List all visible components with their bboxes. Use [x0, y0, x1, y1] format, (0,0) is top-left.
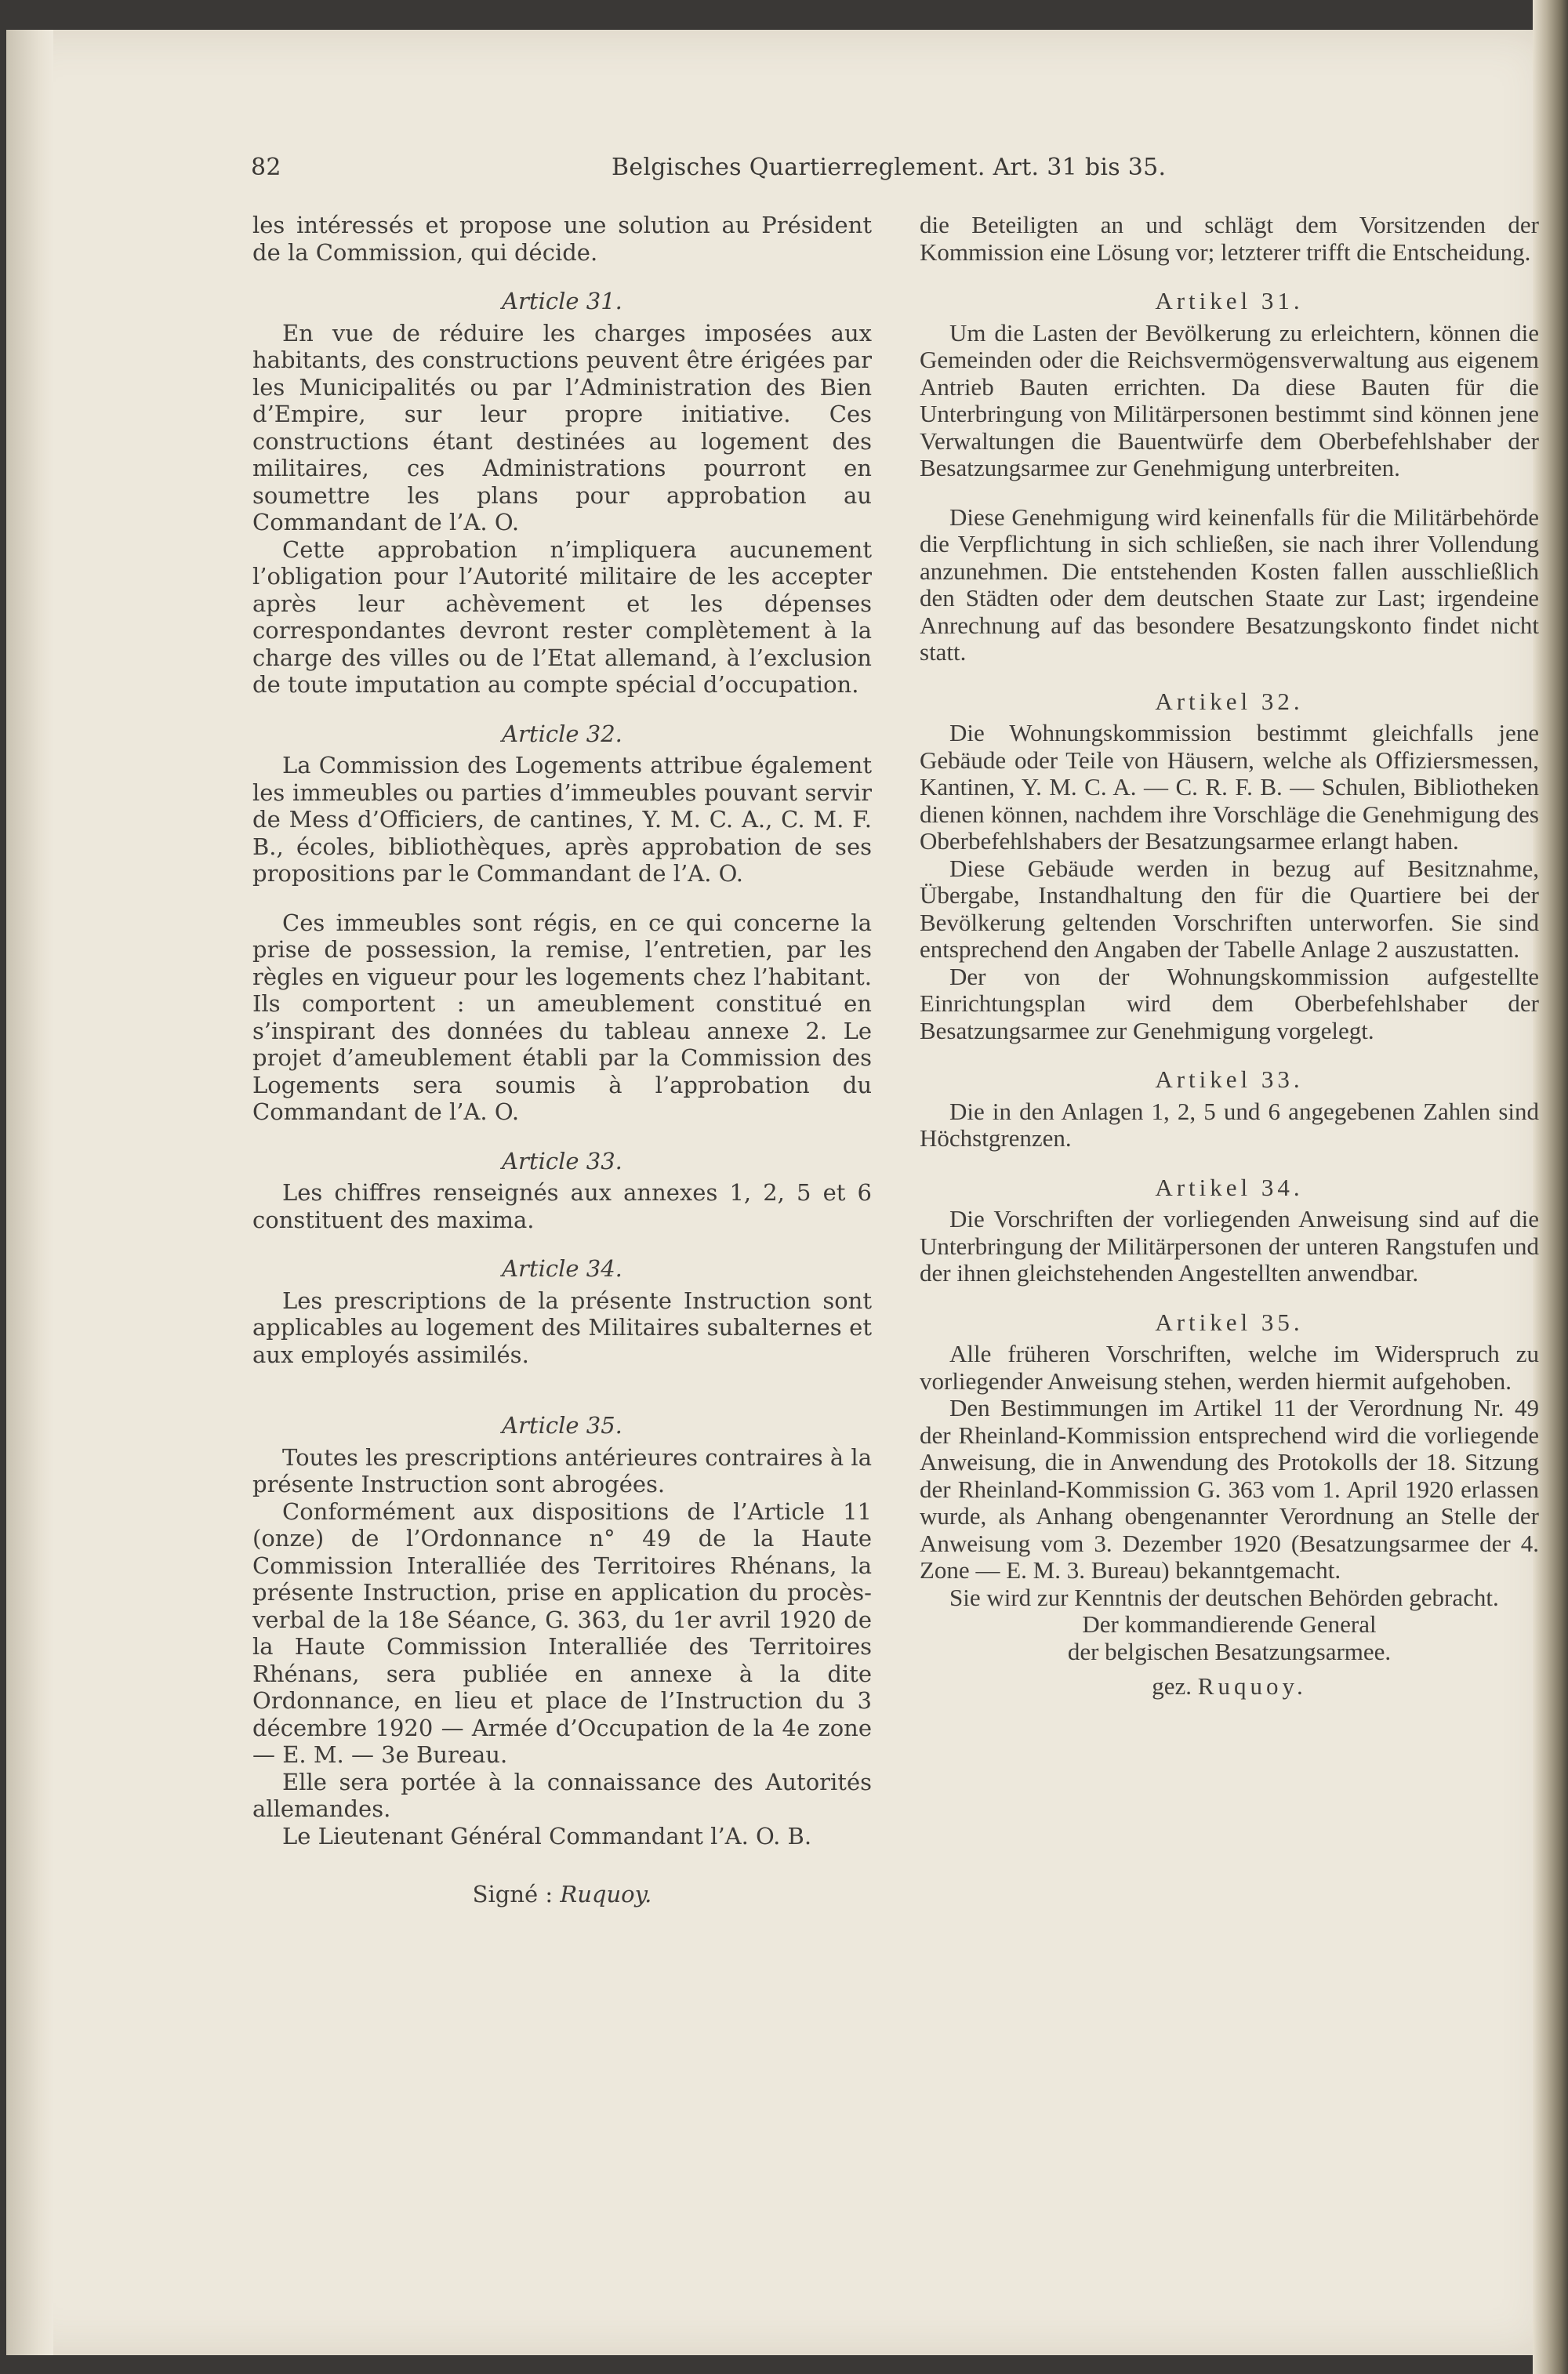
german-article-31-paragraph: Um die Lasten der Bevölkerung zu erleichtern, können die Gemeinden oder die Reichsvermögensverwaltung aus eigenem Antrieb Bauten errichten. Da diese Bauten für die Unterbringung von Militärpersonen bestimmt sind können jene Verwaltungen die Bauentwürfe dem Oberbefehlshaber der Besatzungsarmee zur Genehmigung unterbreiten.	[920, 318, 1539, 481]
german-article-34-heading: Artikel 34.	[1155, 1173, 1304, 1201]
paragraph-gap	[252, 888, 872, 909]
german-article-33-heading: Artikel 33.	[1155, 1065, 1304, 1093]
french-article-34-paragraph: Les prescriptions de la présente Instruction sont applicables au logement des Militaires subalternes et aux employés assimilés.	[252, 1287, 872, 1368]
german-signatory-line-2: der belgischen Besatzungsarmee.	[1067, 1637, 1392, 1665]
german-column	[920, 212, 1539, 1701]
german-signatory-line-1: Der kommandierende General	[1082, 1610, 1377, 1638]
german-article-35-heading: Artikel 35.	[1155, 1308, 1304, 1336]
paragraph-gap	[920, 482, 1539, 504]
french-article-32-paragraph: La Commission des Logements attribue également les immeubles ou parties d’immeubles pouvant servir de Mess d’Officiers, de cantines, Y. M. C. A., C. M. F. B., écoles, bibliothèques, après approbation de ses propositions par le Commandant de l’A. O.	[252, 752, 872, 887]
french-article-31-heading: Article 31.	[502, 288, 622, 314]
german-article-32-paragraph: Diese Gebäude werden in bezug auf Besitznahme, Übergabe, Instandhaltung den für die Quartiere bei der Bevölkerung geltenden Vorschriften unterworfen. Sie sind entsprechend den Angaben der Tabelle Anlage 2 auszustatten.	[920, 854, 1539, 963]
german-article-35-paragraph: Den Bestimmungen im Artikel 11 der Verordnung Nr. 49 der Rheinland-Kommission entsprechend wird die vorliegende Anweisung, die in Anwendung des Protokolls der 18. Sitzung der Rheinland-Kommission G. 363 vom 1. April 1920 erlassen wurde, als Anhang obengenannter Verordnung an Stelle der Anweisung vom 3. Dezember 1920 (Besatzungsarmee der 4. Zone — E. M. 3. Bureau) bekanntgemacht.	[920, 1394, 1539, 1584]
german-article-33-paragraph: Die in den Anlagen 1, 2, 5 und 6 angegebenen Zahlen sind Höchstgrenzen.	[920, 1097, 1539, 1152]
page-edge-left	[6, 30, 53, 2355]
french-signature	[252, 1881, 872, 1908]
french-article-32-heading: Article 32.	[502, 720, 622, 747]
french-article-35-paragraph: Conformément aux dispositions de l’Article 11 (onze) de l’Ordonnance n° 49 de la Haute Commission Interalliée des Territoires Rhénans, la présente Instruction, prise en application du procès-verbal de la 18e Séance, G. 363, du 1er avril 1920 de la Haute Commission Interalliée des Territoires Rhénans, sera publiée en annexe à la dite Ordonnance, en lieu et place de l’Instruction du 3 décembre 1920 — Armée d’Occupation de la 4e zone — E. M. — 3e Bureau.	[252, 1497, 872, 1768]
french-article-35-paragraph: Toutes les prescriptions antérieures contraires à la présente Instruction sont abrogées.	[252, 1443, 872, 1497]
german-intro: die Beteiligten an und schlägt dem Vorsitzenden der Kommission eine Lösung vor; letzterer trifft die Entscheidung.	[920, 211, 1539, 266]
french-article-34-heading: Article 34.	[502, 1255, 622, 1282]
german-article-34-paragraph: Die Vorschriften der vorliegenden Anweisung sind auf die Unterbringung der Militärpersonen der unteren Rangstufen und der ihnen gleichstehenden Angestellten anwendbar.	[920, 1205, 1539, 1287]
german-article-31-heading: Artikel 31.	[1155, 287, 1304, 314]
german-signed-label: gez.	[1152, 1672, 1192, 1700]
french-article-35-heading: Article 35.	[502, 1412, 622, 1439]
french-article-32-paragraph: Ces immeubles sont régis, en ce qui concerne la prise de possession, la remise, l’entretien, par les règles en vigueur pour les logements chez l’habitant. Ils comportent : un ameublement constitué en s’inspirant des données du tableau annexe 2. Le projet d’ameublement établi par la Commission des Logements sera soumis à l’approbation du Commandant de l’A. O.	[252, 909, 872, 1125]
german-article-32-paragraph: Die Wohnungskommission bestimmt gleichfalls jene Gebäude oder Teile von Häusern, welche als Offiziersmessen, Kantinen, Y. M. C. A. — C. R. F. B. — Schulen, Bibliotheken dienen können, nachdem ihre Vorschläge die Genehmigung des Oberbefehlshabers der Besatzungsarmee erlangt haben.	[920, 719, 1539, 855]
page-number: 82	[251, 154, 281, 181]
french-article-35-paragraph: Elle sera portée à la connaissance des Autorités allemandes.	[252, 1768, 872, 1822]
french-article-33-paragraph: Les chiffres renseignés aux annexes 1, 2, 5 et 6 constituent des maxima.	[252, 1179, 872, 1233]
german-signed-name: Ruquoy.	[1197, 1672, 1307, 1700]
french-article-31-paragraph: Cette approbation n’impliquera aucunement l’obligation pour l’Autorité militaire de les accepter après leur achèvement et les dépenses correspondantes devront rester complètement à la charge des villes ou de l’Etat allemand, à l’exclusion de toute imputation au compte spécial d’occupation.	[252, 535, 872, 698]
paragraph-gap	[252, 1368, 872, 1390]
german-article-35-paragraph: Alle früheren Vorschriften, welche im Widerspruch zu vorliegender Anweisung stehen, werden hiermit aufgehoben.	[920, 1340, 1539, 1395]
french-column	[252, 212, 872, 1908]
german-article-32-heading: Artikel 32.	[1155, 687, 1304, 715]
german-article-31-paragraph: Diese Genehmigung wird keinenfalls für die Militärbehörde die Verpflichtung in sich schließen, sie nach ihrer Vollendung anzunehmen. Die entstehenden Kosten fallen ausschließlich den Städten oder dem deutschen Staate zur Last; irgendeine Anrechnung auf das besondere Besatzungskonto findet nicht statt.	[920, 503, 1539, 666]
running-title: Belgisches Quartierreglement. Art. 31 bis 35.	[612, 154, 1167, 181]
french-intro: les intéressés et propose une solution au Président de la Commission, qui décide.	[252, 212, 872, 266]
french-article-33-heading: Article 33.	[502, 1147, 622, 1174]
german-article-32-paragraph: Der von der Wohnungskommission aufgestellte Einrichtungsplan wird dem Oberbefehlshaber der Besatzungsarmee zur Genehmigung vorgelegt.	[920, 962, 1539, 1044]
french-signed-label: Signé :	[472, 1881, 554, 1908]
french-signatory: Le Lieutenant Général Commandant l’A. O. B.	[282, 1822, 812, 1849]
french-article-31-paragraph: En vue de réduire les charges imposées aux habitants, des constructions peuvent être érigées par les Municipalités ou par l’Administration des Bien d’Empire, sur leur propre initiative. Ces constructions étant destinées au logement des militaires, ces Administrations pourront en soumettre les plans pour approbation au Commandant de l’A. O.	[252, 319, 872, 535]
german-article-35-paragraph: Sie wird zur Kenntnis der deutschen Behörden gebracht.	[949, 1583, 1499, 1611]
french-signed-name: Ruquoy.	[560, 1881, 652, 1908]
german-signature	[920, 1673, 1539, 1701]
